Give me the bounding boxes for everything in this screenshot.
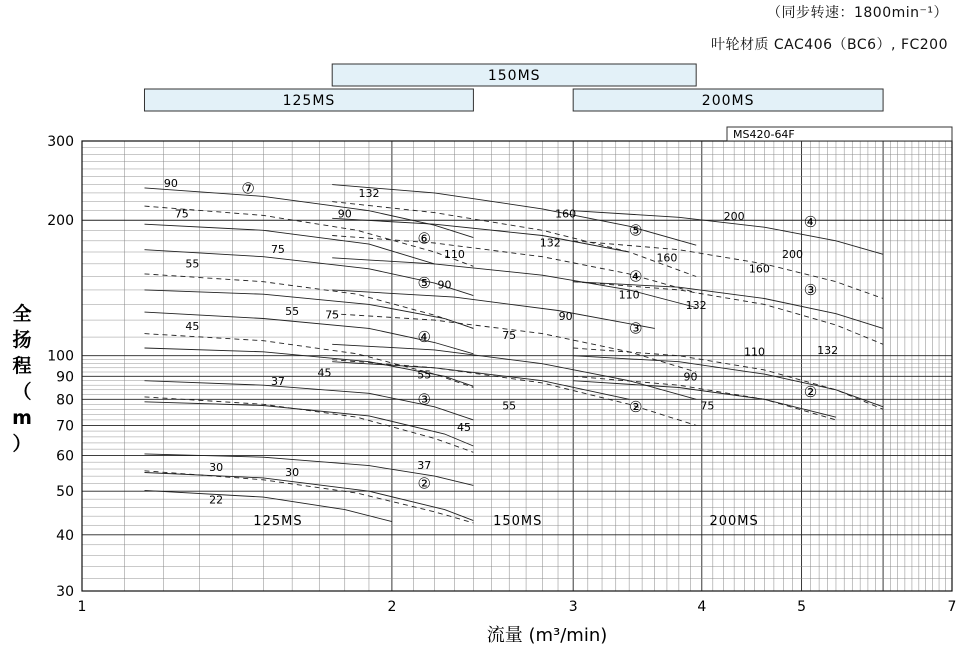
- x-tick-label: 4: [697, 599, 707, 615]
- power-label: 110: [443, 247, 465, 261]
- pump-curves: [145, 185, 884, 523]
- model-label: 150MS: [493, 514, 543, 530]
- stage-marker: ②: [803, 383, 818, 402]
- stage-marker: ④: [417, 328, 431, 347]
- stage-marker: ④: [803, 213, 818, 232]
- stage-marker: ③: [803, 280, 818, 299]
- power-label: 55: [185, 257, 200, 271]
- power-label: 90: [437, 278, 452, 292]
- power-label: 75: [270, 243, 285, 257]
- y-axis-label-char: 扬: [12, 329, 32, 351]
- y-axis-label-char: （: [12, 381, 32, 403]
- y-tick-label: 90: [56, 369, 74, 386]
- y-axis-label-char: 程: [12, 355, 32, 377]
- power-label: 75: [325, 308, 340, 322]
- y-tick-label: 60: [56, 448, 74, 465]
- power-label: 45: [457, 421, 472, 435]
- x-tick-label: 3: [568, 599, 578, 615]
- head-curve: [332, 218, 629, 252]
- y-tick-label: 50: [56, 484, 74, 501]
- power-label: 37: [417, 459, 432, 473]
- y-tick-label: 100: [47, 348, 74, 365]
- power-label: 160: [656, 251, 678, 265]
- power-label: 90: [163, 177, 178, 191]
- y-tick-label: 200: [47, 213, 74, 230]
- x-tick-label: 5: [797, 599, 807, 615]
- power-label: 90: [683, 370, 698, 384]
- x-tick-label: 7: [947, 599, 957, 615]
- stage-marker: ③: [628, 319, 643, 338]
- power-label: 160: [748, 262, 770, 276]
- power-label: 75: [502, 328, 517, 342]
- model-range-label: 125MS: [282, 93, 336, 109]
- power-label: 160: [555, 207, 577, 221]
- model-range-label: 200MS: [701, 93, 755, 109]
- model-label: 125MS: [253, 514, 303, 530]
- power-label: 132: [685, 298, 707, 312]
- stage-marker: ④: [628, 267, 643, 286]
- power-label: 110: [618, 288, 640, 302]
- model-label: 200MS: [709, 514, 759, 530]
- power-label: 22: [209, 493, 224, 507]
- y-tick-label: 80: [56, 392, 74, 409]
- y-tick-label: 40: [56, 527, 74, 544]
- power-label: 200: [782, 247, 804, 261]
- power-label: 55: [502, 399, 517, 413]
- x-axis-label: 流量 (m³/min): [486, 625, 608, 646]
- power-label: 132: [539, 236, 561, 250]
- power-label: 200: [723, 210, 745, 224]
- y-tick-label: 30: [56, 584, 74, 600]
- model-range-bars: [144, 64, 883, 111]
- stage-marker: ③: [417, 390, 431, 409]
- y-axis-label-char: ）: [12, 433, 32, 455]
- impeller-material-note: 叶轮材质 CAC406（BC6）, FC200: [710, 37, 948, 53]
- head-curve: [332, 290, 655, 329]
- power-label: 30: [285, 466, 300, 480]
- power-label: 132: [358, 187, 380, 201]
- power-label: 55: [417, 368, 432, 382]
- power-label: 75: [174, 207, 189, 221]
- power-label: 30: [209, 460, 224, 474]
- head-curve: [145, 402, 474, 446]
- power-label: 90: [558, 310, 573, 324]
- power-label: 55: [285, 305, 300, 319]
- power-label: 37: [270, 375, 285, 389]
- model-box-label: MS420-64F: [733, 128, 795, 141]
- stage-marker: ⑥: [417, 229, 431, 248]
- power-label: 132: [817, 343, 839, 357]
- power-label: 110: [743, 345, 765, 359]
- x-tick-label: 1: [77, 599, 87, 615]
- stage-marker: ⑤: [628, 221, 643, 240]
- stage-marker: ②: [628, 397, 643, 416]
- x-tick-label: 2: [387, 599, 397, 615]
- power-label: 90: [337, 207, 352, 221]
- stage-marker: ⑤: [417, 274, 431, 293]
- stage-marker: ②: [417, 474, 431, 493]
- stage-marker: ⑦: [241, 179, 255, 198]
- power-label: 75: [700, 399, 715, 413]
- speed-note: （同步转速：1800min⁻¹）: [766, 5, 948, 21]
- y-tick-label: 300: [47, 134, 74, 150]
- y-axis-label-char: 全: [12, 303, 32, 325]
- y-axis-label-char: m: [12, 407, 32, 429]
- model-range-label: 150MS: [487, 68, 541, 84]
- y-tick-label: 70: [56, 418, 74, 435]
- power-label: 45: [185, 320, 200, 334]
- power-label: 45: [317, 366, 332, 380]
- curve-labels: [164, 177, 838, 529]
